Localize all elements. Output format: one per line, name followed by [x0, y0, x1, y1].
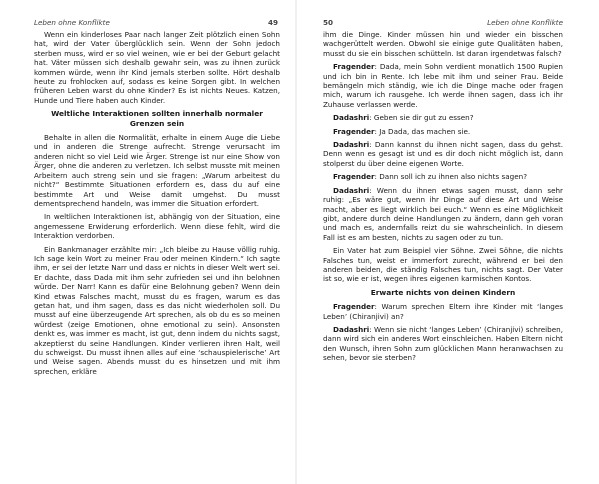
- running-title: Leben ohne Konflikte: [487, 18, 563, 27]
- paragraph: Wenn ein kinderloses Paar nach langer Zeit plötzlich einen Sohn hat, wird der Vater überglücklich sein. Wenn der Sohn jedoch sterben muss, wird er so viel weinen, wie er bei der Geburt gelacht hat. Väter müssen sich deshalb gewahr sein, was zu ihnen zurück kommen würde, wenn ihr Kind jemals sterben sollte. Hört deshalb heute zu frohlocken auf, sodass es keine Sorgen gibt. In welchen früheren Leben warst du ohne Kinder? Es ist nichts Neues. Katzen, Hunde und Tiere haben auch Kinder.: [34, 30, 280, 105]
- left-page: [0, 0, 286, 484]
- speaker-label: Dadashri: [333, 185, 370, 195]
- dialogue-line: [323, 186, 563, 242]
- dialogue-line: [323, 325, 563, 363]
- paragraph: Ein Bankmanager erzählte mir: „Ich bleibe zu Hause völlig ruhig. Ich sage kein Wort zu meiner Frau oder meinen Kindern.“ Ich sagte ihm, er sei der letzte Narr und dass er nichts in dieser Welt wert sei. Er dachte, dass Dada mit ihm sehr zufrieden sei und ihn belohnen würde. Der Narr! Kann es dafür eine Belohnung geben? Wenn dein Kind etwas Falsches macht, musst du es fragen, warum es das getan hat, und ihm sagen, dass es das nicht wiederholen soll. Du musst auf eine überzeugende Art sprechen, als ob du es so meinen würdest (zeige Emotionen, ohne emotional zu sein). Ansonsten denkt es, was immer es macht, ist gut, denn indem du nichts sagst, akzeptierst du seine Handlungen. Kinder verlieren ihren Halt, weil du schweigst. Du musst ihnen alles auf eine ‘schauspielerische’ Art und Weise sagen. Abends musst du es hinsetzen und mit ihm sprechen, erkläre: [34, 244, 280, 376]
- right-page: [303, 0, 589, 484]
- dialogue-line: [323, 127, 563, 136]
- dialogue-text: : Warum sprechen Eltern ihre Kinder mit ‘langes Leben’ (Chiranjivi) an?: [323, 302, 563, 321]
- right-page-body: [323, 30, 563, 363]
- dialogue-text: : Dann soll ich zu ihnen also nichts sagen?: [374, 172, 528, 182]
- dialogue-text: : Dada, mein Sohn verdient monatlich 1500 Rupien und ich bin in Rente. Ich lebe mit ihm und seiner Frau. Beide bemängeln mich ständig, wie ich die Dinge mache oder fragen mich, warum ich rausgehe. Ich werde ihnen sagen, dass ich ihr Zuhause verlassen werde.: [323, 62, 563, 109]
- speaker-label: Fragender: [333, 172, 375, 182]
- dialogue-text: : Geben sie dir gut zu essen?: [369, 113, 474, 123]
- dialogue-text: : Wenn du ihnen etwas sagen musst, dann sehr ruhig: „Es wäre gut, wenn ihr Dinge auf diese Art und Weise macht, aber es liegt wirklich bei euch.“ Wenn es eine Möglichkeit gibt, andere durch deine Handlungen zu ändern, dann geh voran und mach es, andernfalls reizt du sie wahrscheinlich. In diesem Fall ist es am besten, nichts zu sagen oder zu tun.: [323, 185, 563, 242]
- left-page-body: [34, 30, 280, 376]
- dialogue-line: [323, 113, 563, 122]
- paragraph: In weltlichen Interaktionen ist, abhängig von der Situation, eine angemessene Erwiderung erforderlich. Wenn diese fehlt, wird die Interaktion verdorben.: [34, 212, 280, 241]
- section-heading: Erwarte nichts von deinen Kindern: [370, 287, 516, 297]
- paragraph: ihm die Dinge. Kinder müssen hin und wieder ein bisschen wachgerüttelt werden. Obwohl sie einige gute Qualitäten haben, musst du sie ein bisschen schütteln. Ist daran irgendetwas falsch?: [323, 30, 563, 58]
- speaker-label: Dadashri: [333, 324, 370, 334]
- running-title: Leben ohne Konflikte: [34, 18, 110, 27]
- page-number: 49: [267, 18, 278, 27]
- speaker-label: Dadashri: [333, 113, 370, 123]
- speaker-label: Fragender: [333, 302, 375, 312]
- right-page-header: [323, 18, 563, 30]
- dialogue-text: : Wenn sie nicht ‘langes Leben’ (Chiranjivi) schreiben, dann wird sich ein anderes Wort einschleichen. Haben Eltern nicht den Wunsch, ihren Sohn zum glücklichen Mann heranwachsen zu sehen, bevor sie sterben?: [323, 324, 563, 363]
- paragraph: Behalte in allen die Normalität, erhalte in einem Auge die Liebe und in anderen die Strenge aufrecht. Strenge verursacht im anderen nicht so viel Leid wie Ärger. Strenge ist nur eine Show von Ärger, ohne die anderen zu verletzen. Ich selbst musste mit meinen Arbeitern auch streng sein und sie fragen: „Warum arbeitest du nicht?“ Bestimmte Situationen erfordern es, dass du auf eine bestimmte Art und Weise damit umgehst. Du musst dementsprechend handeln, was immer die Situation erfordert.: [34, 133, 280, 208]
- dialogue-line: [323, 302, 563, 321]
- page-number: 50: [323, 18, 334, 27]
- book-gutter: [295, 0, 297, 484]
- speaker-label: Fragender: [333, 62, 375, 72]
- left-page-header: [34, 18, 280, 30]
- section-heading: Weltliche Interaktionen sollten innerhalb normaler Grenzen sein: [51, 109, 263, 128]
- speaker-label: Dadashri: [333, 140, 370, 150]
- dialogue-text: : Ja Dada, das machen sie.: [374, 126, 471, 136]
- paragraph: Ein Vater hat zum Beispiel vier Söhne. Zwei Söhne, die nichts Falsches tun, weist er immerfort zurecht, während er bei den anderen beiden, die ständig Falsches tun, nichts sagt. Der Vater ist so, wie er ist, wegen ihres eigenen karmischen Kontos.: [323, 246, 563, 284]
- speaker-label: Fragender: [333, 126, 375, 136]
- dialogue-line: [323, 62, 563, 109]
- dialogue-line: [323, 140, 563, 168]
- dialogue-text: : Dann kannst du ihnen nicht sagen, dass du gehst. Denn wenn es gesagt ist und es dir doch nicht möglich ist, dann stolperst du über deine eigenen Worte.: [323, 140, 563, 168]
- dialogue-line: [323, 172, 563, 181]
